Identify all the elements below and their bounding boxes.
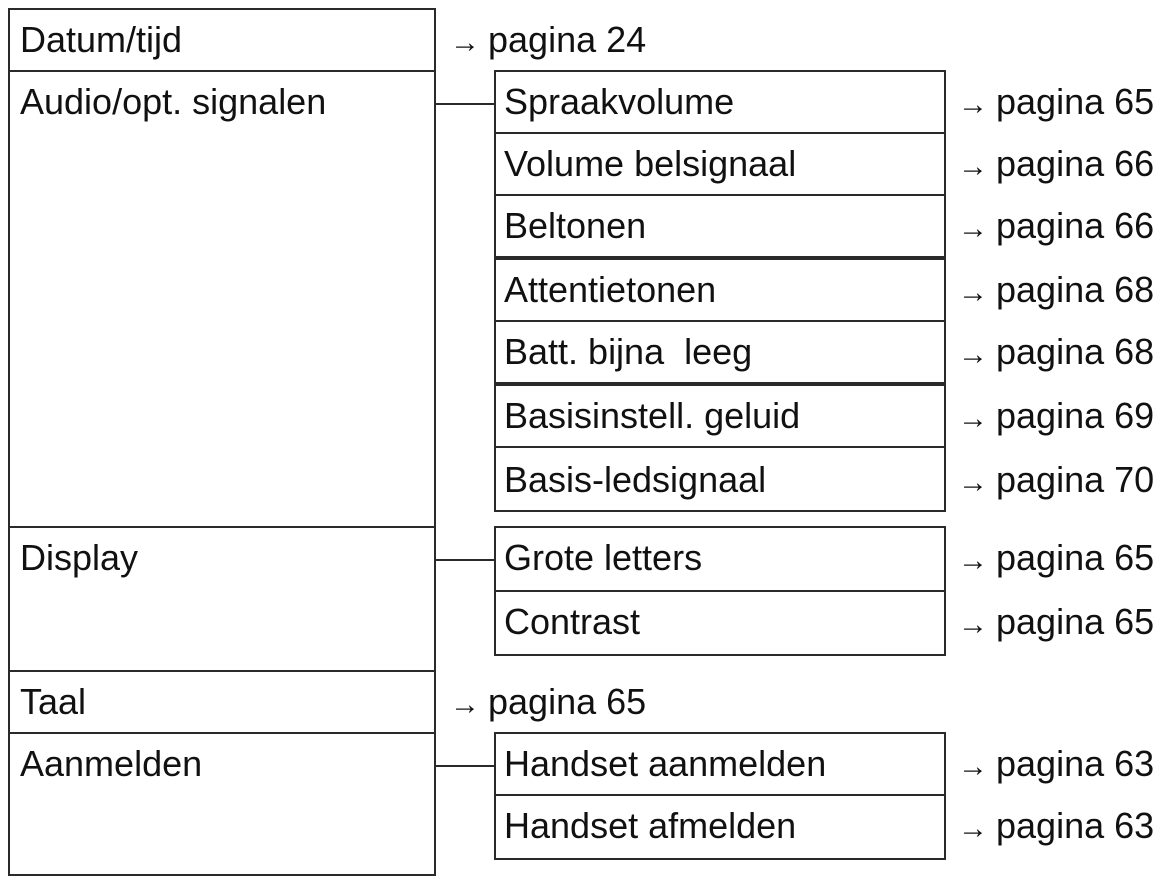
arrow-right-icon: →	[958, 750, 988, 783]
page-ref: → pagina 66	[958, 205, 1155, 246]
arrow-right-icon: →	[958, 812, 988, 845]
submenu-label: Batt. bijna leeg	[504, 331, 753, 372]
page-ref: → pagina 65	[958, 537, 1155, 578]
submenu-label: Handset afmelden	[504, 805, 797, 846]
menu-label-aanmelden: Aanmelden	[20, 743, 203, 784]
submenu-label: Contrast	[504, 601, 641, 642]
menu-box-audio	[8, 70, 436, 528]
page-ref: → pagina 68	[958, 269, 1155, 310]
submenu-label: Spraakvolume	[504, 81, 735, 122]
menu-label-display: Display	[20, 537, 139, 578]
arrow-right-icon: →	[958, 402, 988, 435]
submenu-label: Grote letters	[504, 537, 703, 578]
menu-label-audio: Audio/opt. signalen	[20, 81, 327, 122]
submenu-label: Basis-ledsignaal	[504, 459, 767, 500]
arrow-right-icon: →	[958, 276, 988, 309]
page-ref: → pagina 68	[958, 331, 1155, 372]
page-ref: → pagina 66	[958, 143, 1155, 184]
submenu-label: Beltonen	[504, 205, 647, 246]
page-ref: → pagina 63	[958, 743, 1155, 784]
arrow-right-icon: →	[450, 688, 480, 721]
connector-display	[436, 559, 494, 561]
page-ref: → pagina 65	[958, 81, 1155, 122]
page-ref-datum-tijd: → pagina 24	[450, 19, 647, 60]
page-ref: → pagina 69	[958, 395, 1155, 436]
arrow-right-icon: →	[958, 544, 988, 577]
submenu-label: Attentietonen	[504, 269, 717, 310]
arrow-right-icon: →	[958, 338, 988, 371]
arrow-right-icon: →	[958, 88, 988, 121]
menu-label-taal: Taal	[20, 681, 87, 722]
submenu-label: Handset aanmelden	[504, 743, 827, 784]
page-ref: → pagina 63	[958, 805, 1155, 846]
arrow-right-icon: →	[958, 212, 988, 245]
menu-label-datum-tijd: Datum/tijd	[20, 19, 183, 60]
page-ref-taal: → pagina 65	[450, 681, 647, 722]
page-ref: → pagina 65	[958, 601, 1155, 642]
arrow-right-icon: →	[958, 608, 988, 641]
arrow-right-icon: →	[958, 466, 988, 499]
connector-aanmelden	[436, 765, 494, 767]
connector-audio	[436, 103, 494, 105]
arrow-right-icon: →	[450, 26, 480, 59]
page-ref: → pagina 70	[958, 459, 1155, 500]
submenu-label: Volume belsignaal	[504, 143, 797, 184]
submenu-label: Basisinstell. geluid	[504, 395, 801, 436]
arrow-right-icon: →	[958, 150, 988, 183]
